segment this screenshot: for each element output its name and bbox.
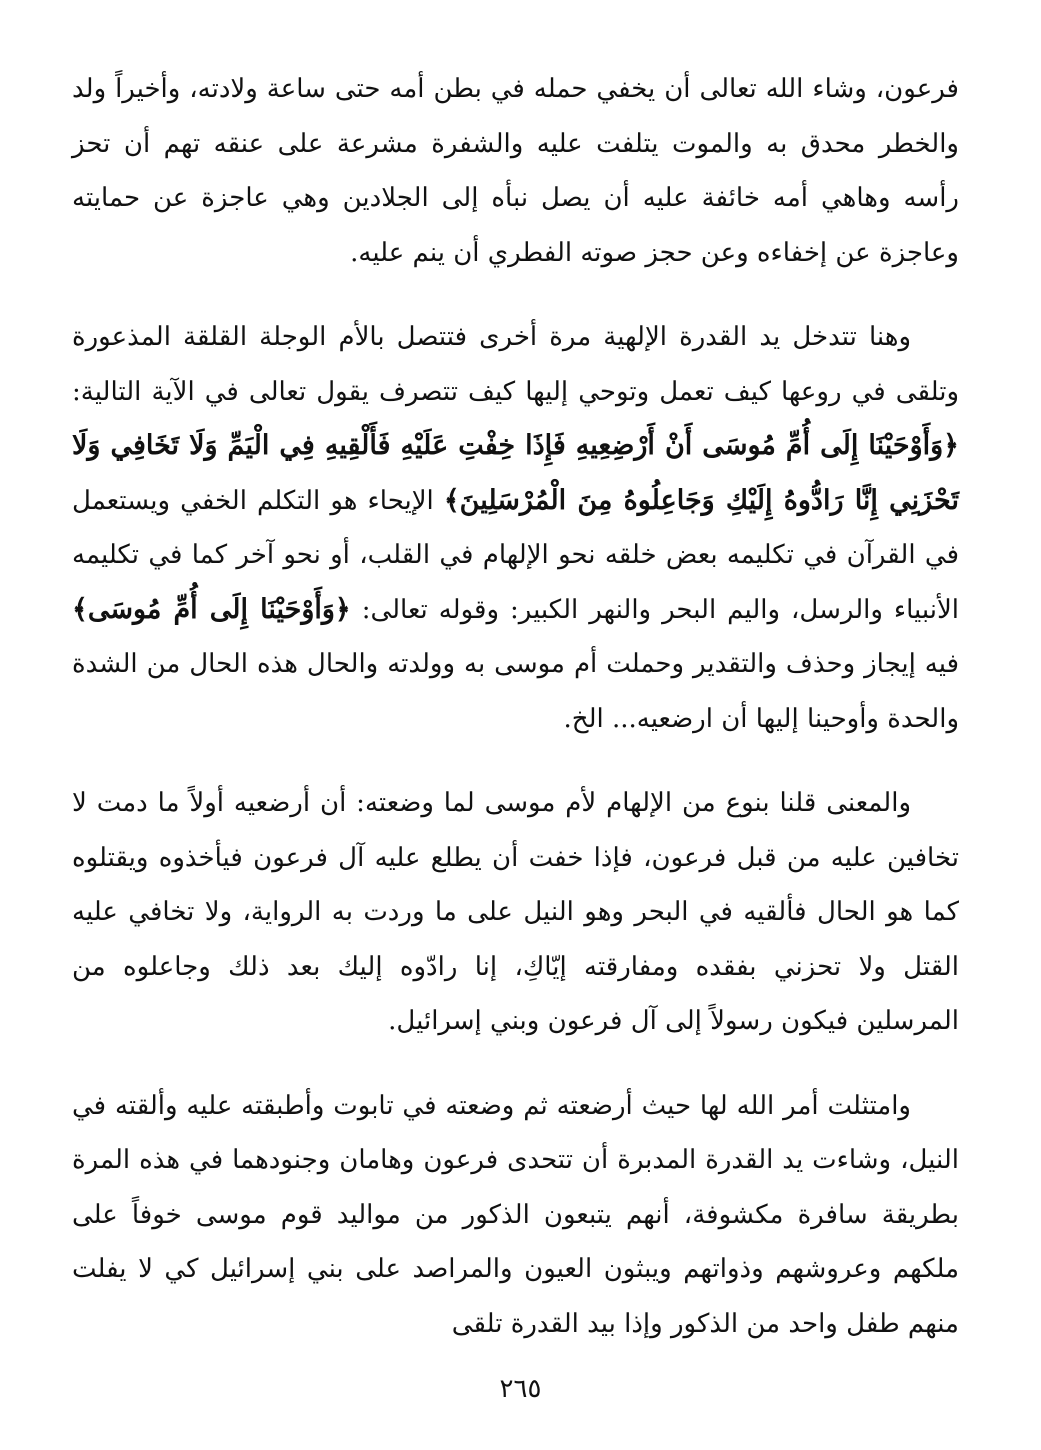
paragraph-4: وامتثلت أمر الله لها حيث أرضعته ثم وضعته في تابوت وأطبقته عليه وألقته في النيل، وشاءت يد القدرة المدبرة أن تتحدى فرعون وهامان وجنودهما في هذه المرة بطريقة سافرة مكشوفة، أنهم يتبعون الذكور من مواليد قوم موسى خوفاً على ملكهم وعروشهم وذواتهم ويبثون العيون والمراصد على بني إسرائيل كي لا يفلت منهم طفل واحد من الذكور وإذا بيد القدرة تلقى (72, 1090, 959, 1339)
page-body (72, 62, 959, 1420)
paragraph-3: والمعنى قلنا بنوع من الإلهام لأم موسى لما وضعته: أن أرضعيه أولاً ما دمت لا تخافين عليه من قبل فرعون، فإذا خفت أن يطلع عليه آل فرعون فيأخذوه ويقتلوه كما هو الحال فألقيه في البحر وهو النيل على ما وردت به الرواية، ولا تخافي عليه القتل ولا تحزني بفقده ومفارقته إيّاكِ، إنا رادّوه إليك بعد ذلك وجاعلوه من المرسلين فيكون رسولاً إلى آل فرعون وبني إسرائيل. (72, 788, 959, 1036)
quran-verse-1: ﴿وَأَوْحَيْنَا إِلَى أُمِّ مُوسَى أَنْ أَرْضِعِيهِ فَإِذَا خِفْتِ عَلَيْهِ فَأَلْقِيهِ فِي الْيَمِّ وَلَا تَخَافِي وَلَا تَحْزَنِي إِنَّا رَادُّوهُ إِلَيْكِ وَجَاعِلُوهُ مِنَ الْمُرْسَلِينَ﴾ (72, 430, 960, 516)
paragraph-2-text-3: فيه إيجاز وحذف والتقدير وحملت أم موسى به وولدته والحال هذه الحال من الشدة والحدة وأوحينا إليها أن ارضعيه... الخ. (72, 649, 959, 734)
paragraph-2-text-2: الإيحاء هو التكلم الخفي ويستعمل في القرآن في تكليمه بعض خلقه نحو الإلهام في القلب، أو نحو آخر كما في تكليمه الأنبياء والرسل، واليم البحر والنهر الكبير: وقوله تعالى: (72, 485, 959, 625)
paragraph-2-text-1: وهنا تتدخل يد القدرة الإلهية مرة أخرى فتتصل بالأم الوجلة القلقة المذعورة وتلقى في روعها كيف تعمل وتوحي إليها كيف تتصرف يقول تعالى في الآية التالية: (72, 322, 959, 407)
page-number: ٢٦٥ (499, 1374, 542, 1404)
paragraph-1: فرعون، وشاء الله تعالى أن يخفي حمله في بطن أمه حتى ساعة ولادته، وأخيراً ولد والخطر محدق به والموت يتلفت عليه والشفرة مشرعة على عنقه تهم أن تحز رأسه وهاهي أمه خائفة عليه أن يصل نبأه إلى الجلادين وهي عاجزة عن حمايته وعاجزة عن إخفاءه وعن حجز صوته الفطري أن ينم عليه. (72, 74, 959, 268)
quran-verse-2: ﴿وَأَوْحَيْنَا إِلَى أُمِّ مُوسَى﴾ (72, 593, 351, 625)
paragraph-2 (72, 310, 959, 746)
